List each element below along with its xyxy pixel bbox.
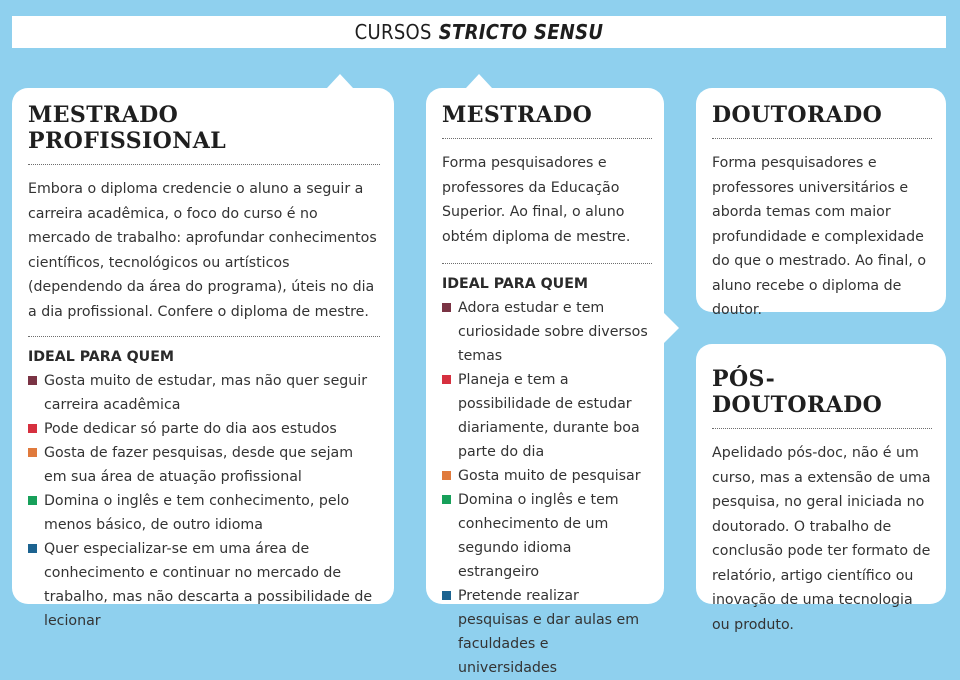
banner-prefix: CURSOS xyxy=(354,20,432,44)
list-item xyxy=(28,537,380,633)
list-item xyxy=(442,464,652,488)
divider xyxy=(28,164,380,165)
list-item-text: Pode dedicar só parte do dia aos estudos xyxy=(44,421,337,437)
page-title xyxy=(12,16,946,48)
bullet-square-icon xyxy=(28,496,37,505)
list-item-text: Adora estudar e tem curiosidade sobre diversos temas xyxy=(458,300,648,364)
divider xyxy=(442,138,652,139)
card-description: Forma pesquisadores e professores da Educação Superior. Ao final, o aluno obtém diploma de mestre. xyxy=(442,155,631,245)
list-item xyxy=(28,489,380,537)
list-item-text: Domina o inglês e tem conhecimento de um segundo idioma estrangeiro xyxy=(458,492,619,580)
bullet-square-icon xyxy=(28,448,37,457)
connector-arrow-doutorado xyxy=(663,312,679,344)
card-title: MESTRADO PROFISSIONAL xyxy=(28,102,227,154)
list-item-text: Domina o inglês e tem conhecimento, pelo menos básico, de outro idioma xyxy=(44,493,350,533)
card-title: PÓS-DOUTORADO xyxy=(712,366,883,418)
list-item xyxy=(442,296,652,368)
bullet-square-icon xyxy=(28,424,37,433)
card-pos-doutorado xyxy=(696,344,946,633)
bullet-square-icon xyxy=(28,544,37,553)
card-description: Forma pesquisadores e professores universitários e aborda temas com maior profundidade e complexidade do que o mestrado. Ao final, o aluno recebe o diploma de doutor. xyxy=(712,155,927,318)
ideal-list xyxy=(442,296,652,680)
card-title: MESTRADO xyxy=(442,102,593,128)
list-item xyxy=(442,488,652,584)
ideal-list xyxy=(28,369,380,633)
banner-emphasis: STRICTO SENSU xyxy=(438,20,604,44)
divider xyxy=(442,263,652,264)
divider xyxy=(712,138,932,139)
connector-arrow-mestrado-profissional xyxy=(327,74,353,88)
list-item xyxy=(442,368,652,464)
section-heading: IDEAL PARA QUEM xyxy=(28,349,175,365)
list-item xyxy=(442,584,652,680)
list-item-text: Quer especializar-se em uma área de conhecimento e continuar no mercado de trabalho, mas não descarta a possibilidade de lecionar xyxy=(44,541,373,629)
list-item-text: Pretende realizar pesquisas e dar aulas em faculdades e universidades xyxy=(458,588,640,676)
section-heading: IDEAL PARA QUEM xyxy=(442,276,589,292)
divider xyxy=(28,336,380,337)
list-item xyxy=(28,417,380,441)
list-item-text: Gosta muito de estudar, mas não quer seguir carreira acadêmica xyxy=(44,373,368,413)
bullet-square-icon xyxy=(442,375,451,384)
connector-arrow-mestrado xyxy=(466,74,492,88)
card-mestrado-profissional xyxy=(12,88,394,629)
bullet-square-icon xyxy=(442,495,451,504)
list-item-text: Planeja e tem a possibilidade de estudar diariamente, durante boa parte do dia xyxy=(458,372,640,460)
bullet-square-icon xyxy=(442,591,451,600)
bullet-square-icon xyxy=(442,471,451,480)
list-item-text: Gosta muito de pesquisar xyxy=(458,468,641,484)
card-mestrado xyxy=(426,88,664,676)
list-item-text: Gosta de fazer pesquisas, desde que sejam em sua área de atuação profissional xyxy=(44,445,354,485)
bullet-square-icon xyxy=(28,376,37,385)
bullet-square-icon xyxy=(442,303,451,312)
card-title: DOUTORADO xyxy=(712,102,883,128)
card-description: Embora o diploma credencie o aluno a seguir a carreira acadêmica, o foco do curso é no mercado de trabalho: aprofundar conhecimentos científicos, tecnológicos ou artísticos (dependendo da área do programa), úteis no dia a dia profissional. Confere o diploma de mestre. xyxy=(28,181,377,320)
card-description: Apelidado pós-doc, não é um curso, mas a extensão de uma pesquisa, no geral iniciada no doutorado. O trabalho de conclusão pode ter formato de relatório, artigo científico ou inovação de uma tecnologia ou produto. xyxy=(712,445,931,633)
list-item xyxy=(28,369,380,417)
list-item xyxy=(28,441,380,489)
card-doutorado xyxy=(696,88,946,318)
divider xyxy=(712,428,932,429)
